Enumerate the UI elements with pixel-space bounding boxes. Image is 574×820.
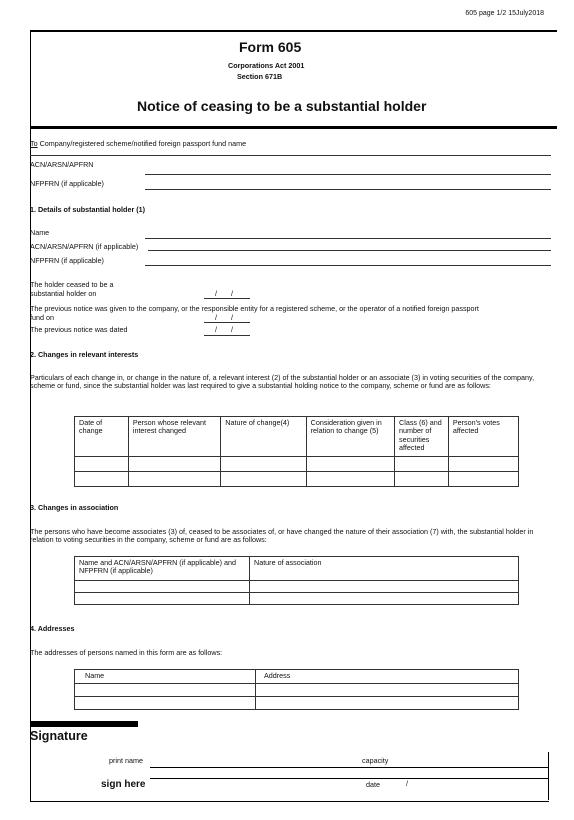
section2-title: 2. Changes in relevant interests [30, 350, 139, 359]
table-row[interactable] [75, 581, 519, 593]
table-row[interactable] [75, 457, 519, 472]
col-date-of-change: Date of change [75, 417, 129, 457]
holder-nfpfrn-field[interactable] [145, 265, 551, 266]
signature-field[interactable] [150, 778, 548, 779]
col-nature-association: Nature of association [250, 557, 519, 581]
association-table [74, 556, 519, 605]
sign-here-label: sign here [101, 779, 146, 790]
col-person-changed: Person whose relevant interest changed [128, 417, 220, 457]
sign-date-label: date [366, 780, 380, 789]
prev-dated-line [204, 335, 250, 336]
section1-title: 1. Details of substantial holder (1) [30, 205, 146, 214]
col-name: Name [75, 670, 256, 684]
print-name-label: print name [109, 756, 143, 765]
signature-title: Signature [30, 729, 88, 743]
col-nature-of-change: Nature of change(4) [221, 417, 306, 457]
section2-text: Particulars of each change in, or change in the nature of, a relevant interest (2) of the substantial holder or an associate (3) in voting securities of the company, scheme or fund, since the substantial holder was last required to give a substantial holding notice to the company, scheme or fund are as follows: [30, 373, 535, 391]
col-name-acn: Name and ACN/ARSN/APFRN (if applicable) and NFPFRN (if applicable) [75, 557, 250, 581]
col-consideration: Consideration given in relation to change (5) [306, 417, 394, 457]
top-rule [30, 30, 557, 32]
to-label: To [30, 139, 38, 148]
form-code: 605 [465, 10, 478, 17]
prev-dated-field[interactable]: / / [215, 325, 233, 334]
prev-given-label-2: fund on [30, 313, 54, 322]
col-class-number: Class (6) and number of securities affected [395, 417, 449, 457]
prev-dated-label: The previous notice was dated [30, 325, 128, 334]
table-row[interactable] [75, 697, 519, 710]
holder-acn-field[interactable] [148, 250, 551, 251]
notice-heading: Notice of ceasing to be a substantial holder [137, 98, 427, 114]
company-name-field[interactable] [30, 155, 551, 156]
header-date: 15July2018 [508, 10, 544, 17]
table-row[interactable] [75, 684, 519, 697]
capacity-label: capacity [362, 756, 389, 765]
holder-nfpfrn-label: NFPFRN (if applicable) [30, 256, 104, 265]
prev-given-date-field[interactable]: / / [215, 313, 233, 322]
act-title: Corporations Act 2001 [228, 61, 305, 70]
signature-box-right-border [548, 752, 549, 800]
to-line [30, 140, 246, 148]
form-title: Form 605 [239, 39, 302, 55]
col-address: Address [256, 670, 519, 684]
section4-title: 4. Addresses [30, 624, 75, 633]
signature-bar [30, 721, 138, 727]
prev-given-label-1: The previous notice was given to the company, or the responsible entity for a registered scheme, or the operator of a notified foreign passport [30, 304, 479, 313]
page-number: page 1/2 [478, 10, 507, 17]
bottom-rule [30, 801, 549, 802]
to-acn-field[interactable] [145, 174, 551, 175]
to-text: Company/registered scheme/notified foreign passport fund name [39, 139, 247, 148]
ceased-date-line [204, 298, 250, 299]
col-votes-affected: Person's votes affected [448, 417, 518, 457]
ceased-label-2: substantial holder on [30, 289, 97, 298]
heading-rule [30, 126, 557, 129]
relevant-interests-table [74, 416, 519, 487]
page-header [465, 10, 544, 18]
section-ref: Section 671B [237, 72, 283, 81]
section3-title: 3. Changes in association [30, 503, 119, 512]
holder-name-label: Name [30, 228, 50, 237]
to-nfpfrn-field[interactable] [145, 189, 551, 190]
ceased-date-field[interactable]: / / [215, 289, 233, 298]
section3-text: The persons who have become associates (3) of, ceased to be associates of, or have changed the nature of their association (7) with, the substantial holder in relation to voting securities in the company, scheme or fund are as follows: [30, 527, 534, 545]
addresses-table [74, 669, 519, 710]
prev-given-date-line [204, 322, 250, 323]
ceased-label-1: The holder ceased to be a [30, 280, 114, 289]
table-row[interactable] [75, 472, 519, 487]
to-acn-label: ACN/ARSN/APFRN [30, 160, 94, 169]
table-row[interactable] [75, 593, 519, 605]
holder-acn-label: ACN/ARSN/APFRN (if applicable) [30, 242, 139, 251]
section4-text: The addresses of persons named in this form are as follows: [30, 648, 223, 657]
sign-date-slash[interactable]: / [406, 779, 408, 788]
print-name-field[interactable] [150, 767, 548, 768]
holder-name-field[interactable] [145, 238, 551, 239]
to-nfpfrn-label: NFPFRN (if applicable) [30, 179, 104, 188]
